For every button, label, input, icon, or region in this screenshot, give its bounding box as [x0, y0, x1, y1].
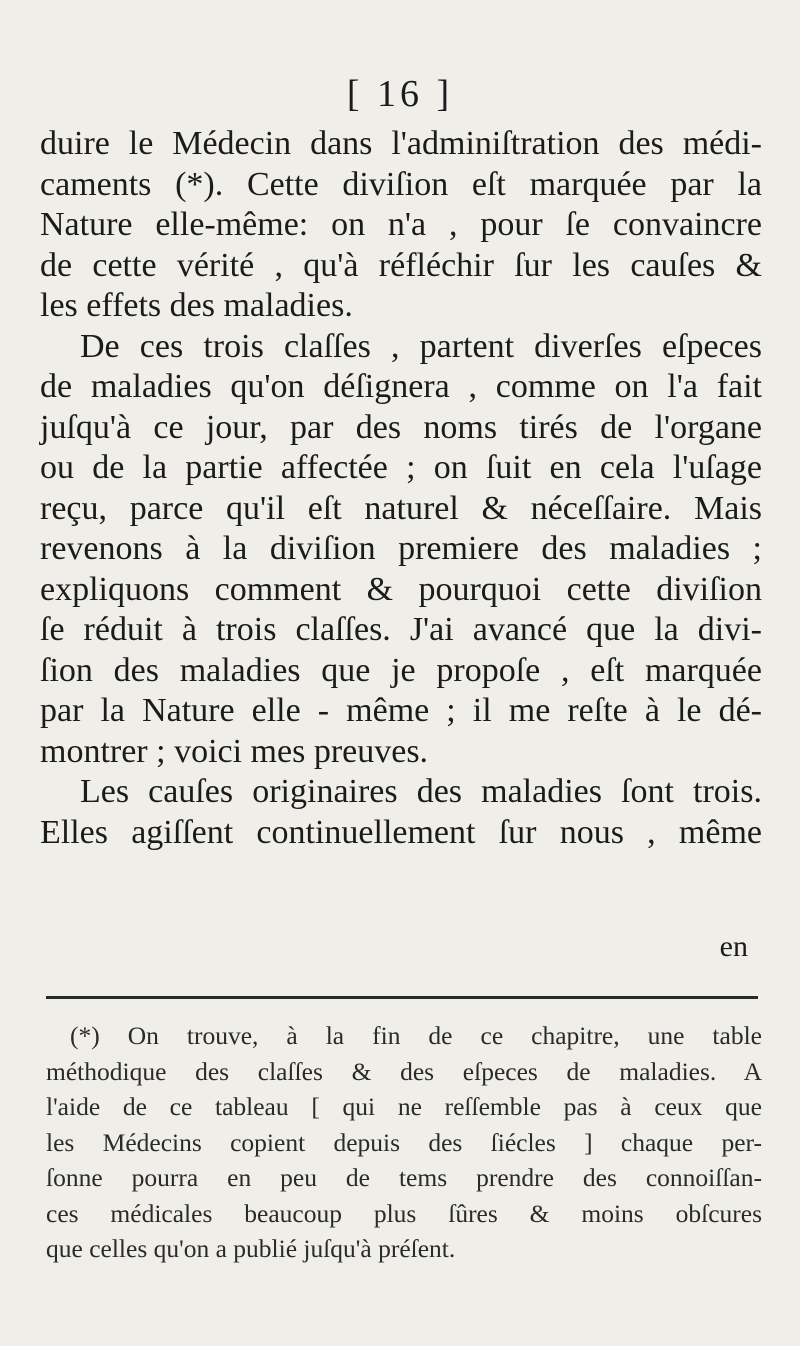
text-line: ou de la partie affectée ; on ſuit en cela l'uſage [40, 449, 762, 486]
text-line: ſion des maladies que je propoſe , eſt marquée [40, 651, 762, 689]
page-number: [ 16 ] [346, 73, 454, 115]
text-line: expliquons comment & pourquoi cette diviſion [40, 570, 762, 608]
footnote-divider [46, 996, 758, 999]
footnote-line: ces médicales beaucoup plus ſûres & moins obſcures [46, 1198, 762, 1228]
text-line: Elles agiſſent continuellement ſur nous , même [40, 813, 762, 851]
footnote-line: ſonne pourra en peu de tems prendre des connoiſſan- [46, 1163, 762, 1192]
footnote-line: l'aide de ce tableau [ qui ne reſſemble pas à ceux que [46, 1092, 762, 1121]
main-text [40, 124, 762, 853]
text-line: par la Nature elle - même ; il me reſte à le dé- [40, 692, 762, 729]
text-line: les effets des maladies. [40, 287, 353, 324]
footnote-line: que celles qu'on a publié juſqu'à préſent. [46, 1234, 456, 1263]
text-line: juſqu'à ce jour, par des noms tirés de l'organe [40, 408, 762, 446]
text-line: ſe réduit à trois claſſes. J'ai avancé que la divi- [40, 611, 762, 648]
footnote [46, 1018, 762, 1267]
catchword: en [719, 930, 748, 963]
footnote-line: méthodique des claſſes & des eſpeces de maladies. A [46, 1056, 762, 1086]
text-line: de cette vérité , qu'à réfléchir ſur les cauſes & [40, 246, 762, 284]
text-line: Nature elle-même: on n'a , pour ſe convaincre [40, 206, 762, 243]
text-line: duire le Médecin dans l'adminiſtration des médi- [40, 125, 762, 162]
text-line: De ces trois claſſes , partent diverſes eſpeces [80, 327, 762, 365]
footnote-line: les Médecins copient depuis des ſiécles ] chaque per- [46, 1127, 762, 1157]
footnote-line: (*) On trouve, à la fin de ce chapitre, une table [70, 1021, 762, 1050]
text-line: caments (*). Cette diviſion eſt marquée par la [40, 165, 762, 203]
text-line: reçu, parce qu'il eſt naturel & néceſſaire. Mais [40, 489, 762, 527]
text-line: revenons à la diviſion premiere des maladies ; [40, 530, 762, 567]
text-line: de maladies qu'on déſignera , comme on l'a fait [40, 368, 762, 405]
text-line: Les cauſes originaires des maladies ſont trois. [80, 773, 762, 810]
text-line: montrer ; voici mes preuves. [40, 732, 429, 770]
